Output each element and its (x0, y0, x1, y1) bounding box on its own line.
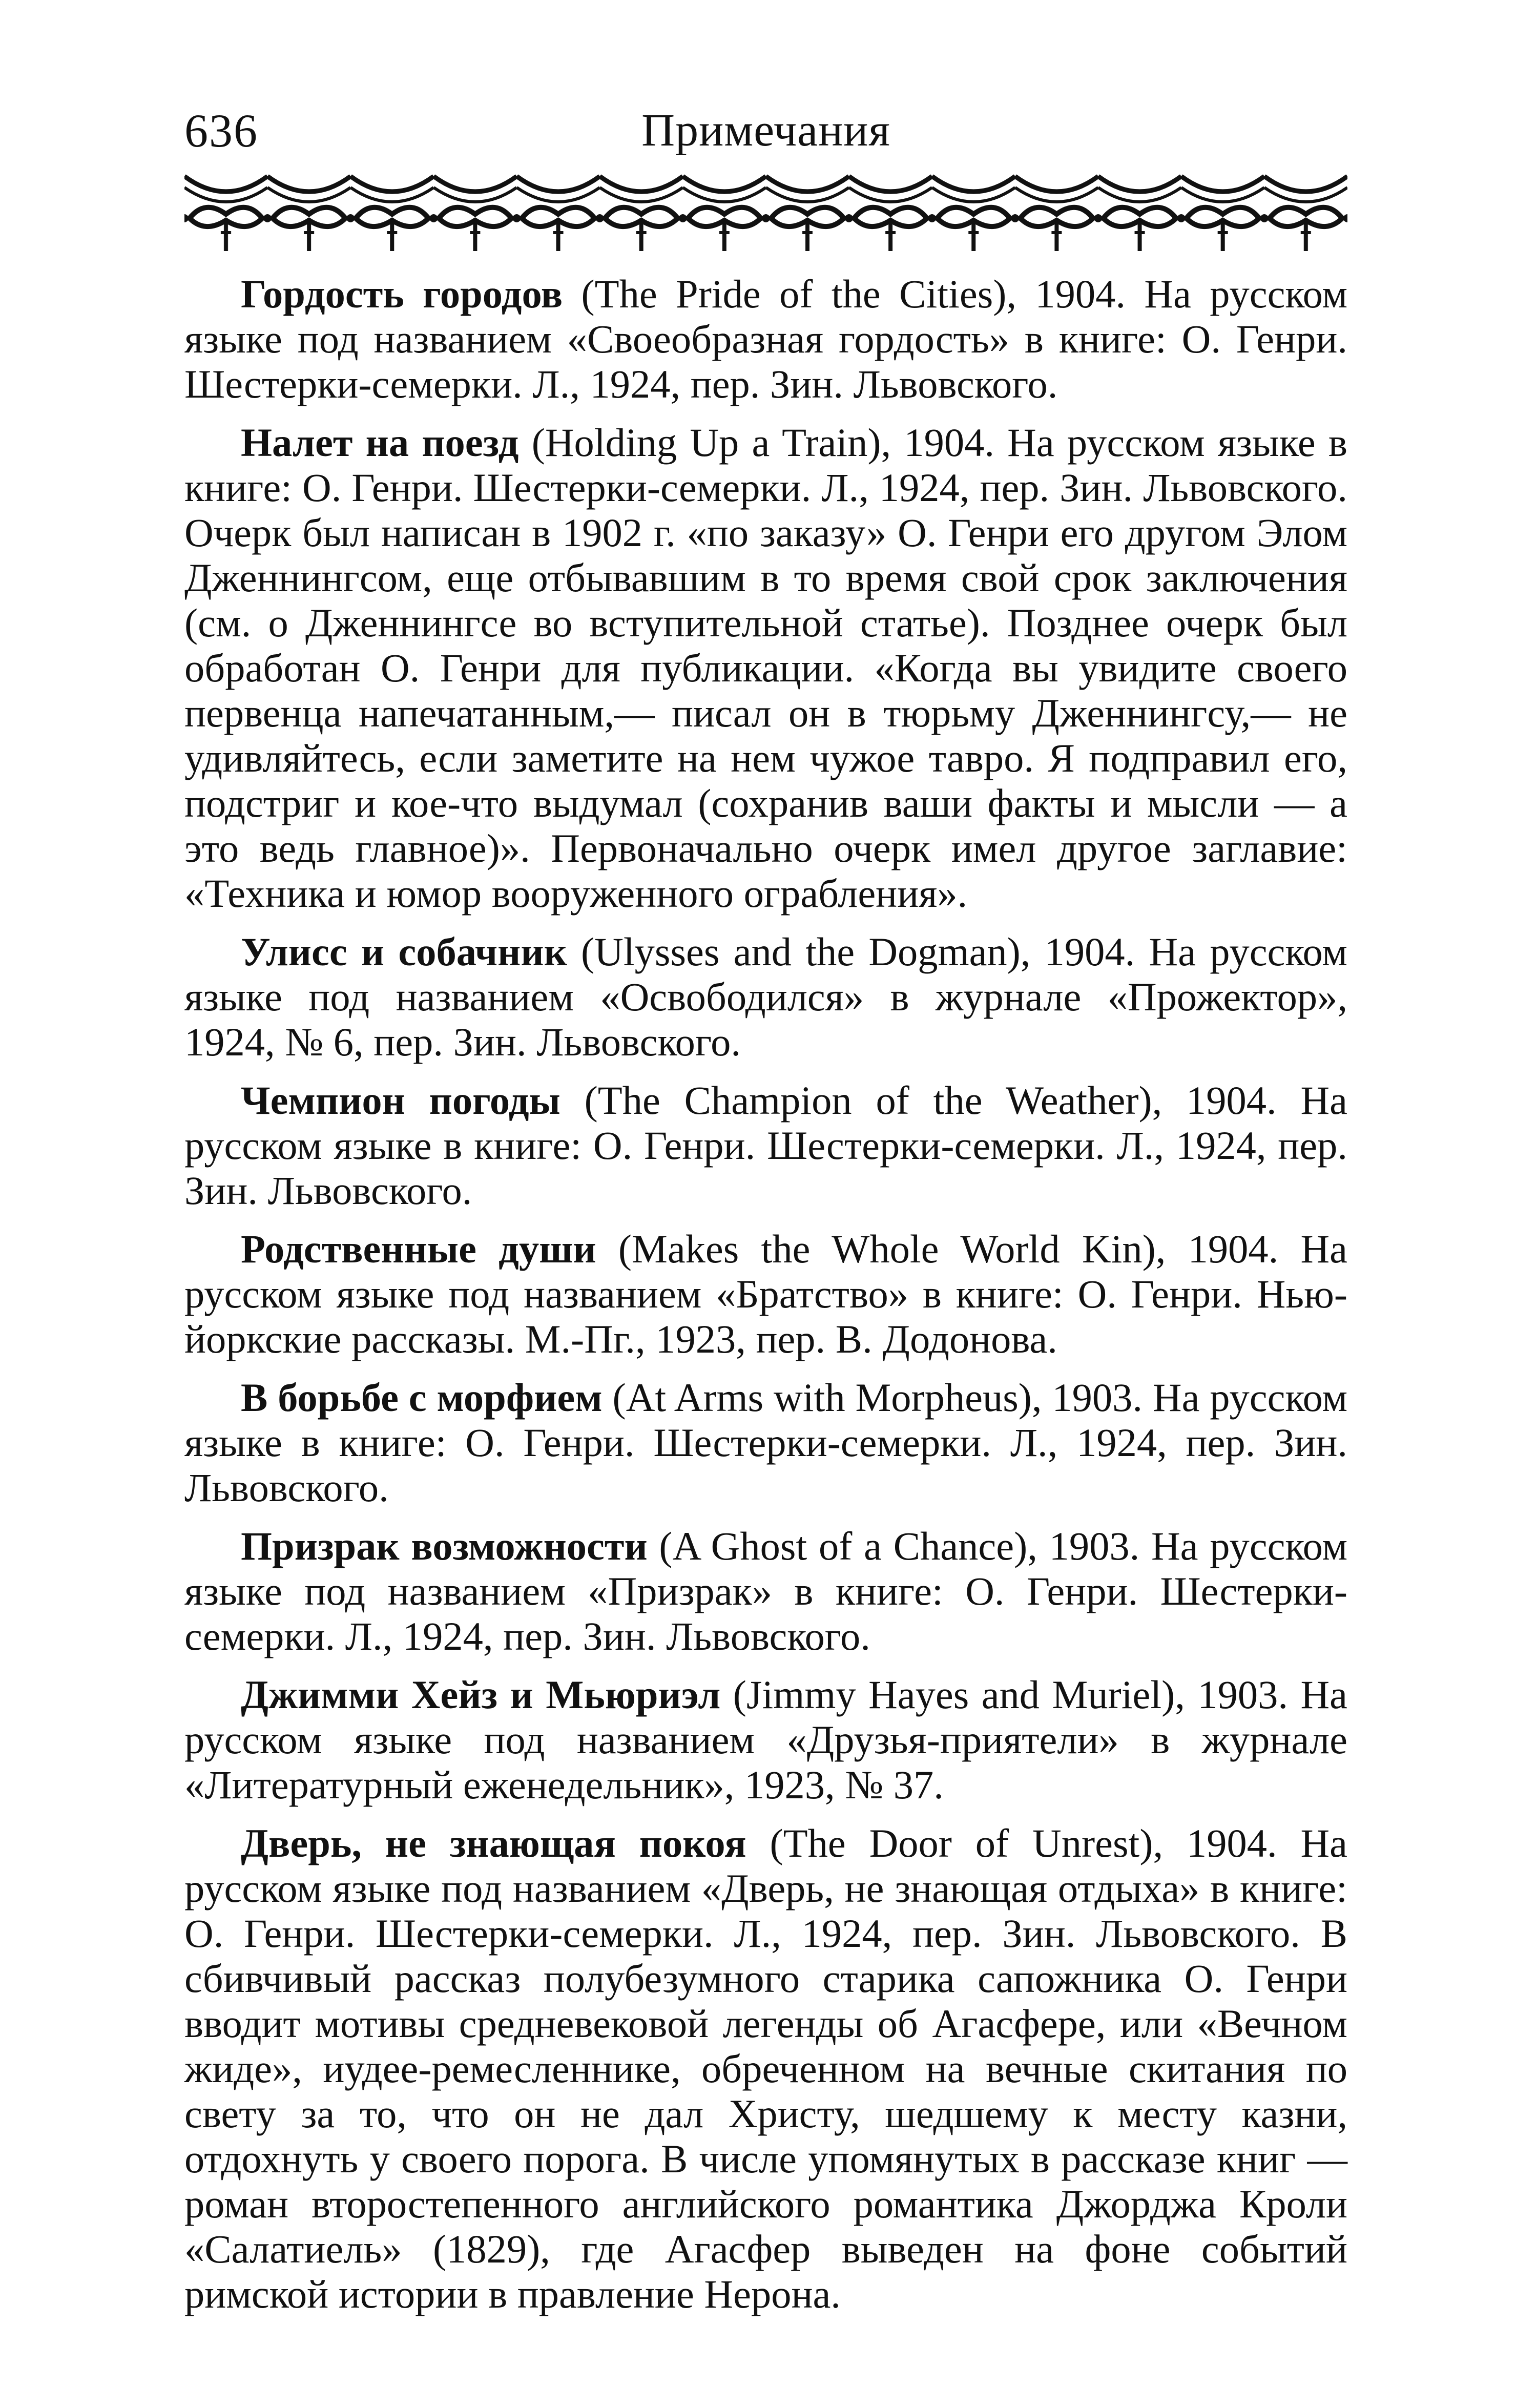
note-title: В борьбе с морфием (241, 1375, 603, 1420)
note-entry (184, 1078, 1347, 1213)
note-text: (The Door of Unrest), 1904. На русском языке под названием «Дверь, не знающая отдыха» в книге: О. Генри. Шестерки-семерки. Л., 1924, пер. Зин. Львовского. В сбивчивый рассказ полубезумного старика сапожника О. Генри вводит мотивы средневековой легенды об Агасфере, или «Вечном жиде», иудее-ремесленнике, обреченном на вечные скитания по свету за то, что он не дал Христу, шедшему к месту казни, отдохнуть у своего порога. В числе упомянутых в рассказе книг — роман второстепенного английского романтика Джорджа Кроли «Салатиель» (1829), где Агасфер выведен на фоне событий римской истории в правление Нерона. (184, 1821, 1347, 2316)
note-title: Дверь, не знающая покоя (241, 1821, 746, 1865)
note-entry (184, 420, 1347, 916)
decorative-ornament-band (184, 169, 1347, 261)
note-title: Налет на поезд (241, 420, 519, 465)
note-title: Улисс и собачник (241, 929, 567, 974)
note-text: (Ulysses and the Dogman), 1904. На русском языке под названием «Освободился» в журнале «Прожектор», 1924, № 6, пер. Зин. Львовского. (184, 929, 1347, 1064)
note-text: (Jimmy Hayes and Muriel), 1903. На русском языке под названием «Друзья-приятели» в журнале «Литературный еженедельник», 1923, № 37. (184, 1672, 1348, 1807)
page-number: 636 (184, 105, 258, 157)
note-title: Родственные души (241, 1227, 596, 1271)
page-header (184, 92, 1347, 169)
note-text: (A Ghost of a Chance), 1903. На русском языке под названием «Призрак» в книге: О. Генри. Шестерки-семерки. Л., 1924, пер. Зин. Львовского. (184, 1524, 1347, 1658)
note-entry (184, 272, 1347, 407)
note-title: Чемпион погоды (241, 1078, 560, 1123)
note-text: (At Arms with Morpheus), 1903. На русском языке в книге: О. Генри. Шестерки-семерки. Л., 1924, пер. Зин. Львовского. (184, 1375, 1348, 1510)
note-text: (The Pride of the Cities), 1904. На русском языке под названием «Своеобразная гордость» в книге: О. Генри. Шестерки-семерки. Л., 1924, пер. Зин. Львовского. (184, 272, 1348, 406)
notes-list (184, 272, 1347, 2317)
note-entry (184, 1672, 1347, 1808)
running-title: Примечания (641, 105, 890, 156)
note-title: Гордость городов (241, 272, 563, 316)
book-page (184, 92, 1347, 2330)
note-entry (184, 1375, 1347, 1510)
note-entry (184, 1524, 1347, 1659)
note-entry (184, 1821, 1347, 2317)
note-text: (Holding Up a Train), 1904. На русском языке в книге: О. Генри. Шестерки-семерки. Л., 1924, пер. Зин. Львовского. Очерк был написан в 1902 г. «по заказу» О. Генри его другом Элом Дженнингсом, еще отбывавшим в то время свой срок заключения (см. о Дженнингсе во вступительной статье). Позднее очерк был обработан О. Генри для публикации. «Когда вы увидите своего первенца напечатанным,— писал он в тюрьму Дженнингсу,— не удивляйтесь, если заметите на нем чужое тавро. Я подправил его, подстриг и кое-что выдумал (сохранив ваши факты и мысли — а это ведь главное)». Первоначально очерк имел другое заглавие: «Техника и юмор вооруженного ограбления». (184, 420, 1347, 916)
note-entry (184, 1227, 1347, 1362)
note-entry (184, 929, 1347, 1065)
note-title: Джимми Хейз и Мьюриэл (241, 1672, 721, 1717)
note-text: (The Champion of the Weather), 1904. На русском языке в книге: О. Генри. Шестерки-семерки. Л., 1924, пер. Зин. Львовского. (184, 1078, 1347, 1213)
note-text: (Makes the Whole World Kin), 1904. На русском языке под названием «Братство» в книге: О. Генри. Нью-йоркские рассказы. М.-Пг., 1923, пер. В. Додонова. (184, 1227, 1347, 1361)
note-title: Призрак возможности (241, 1524, 648, 1568)
